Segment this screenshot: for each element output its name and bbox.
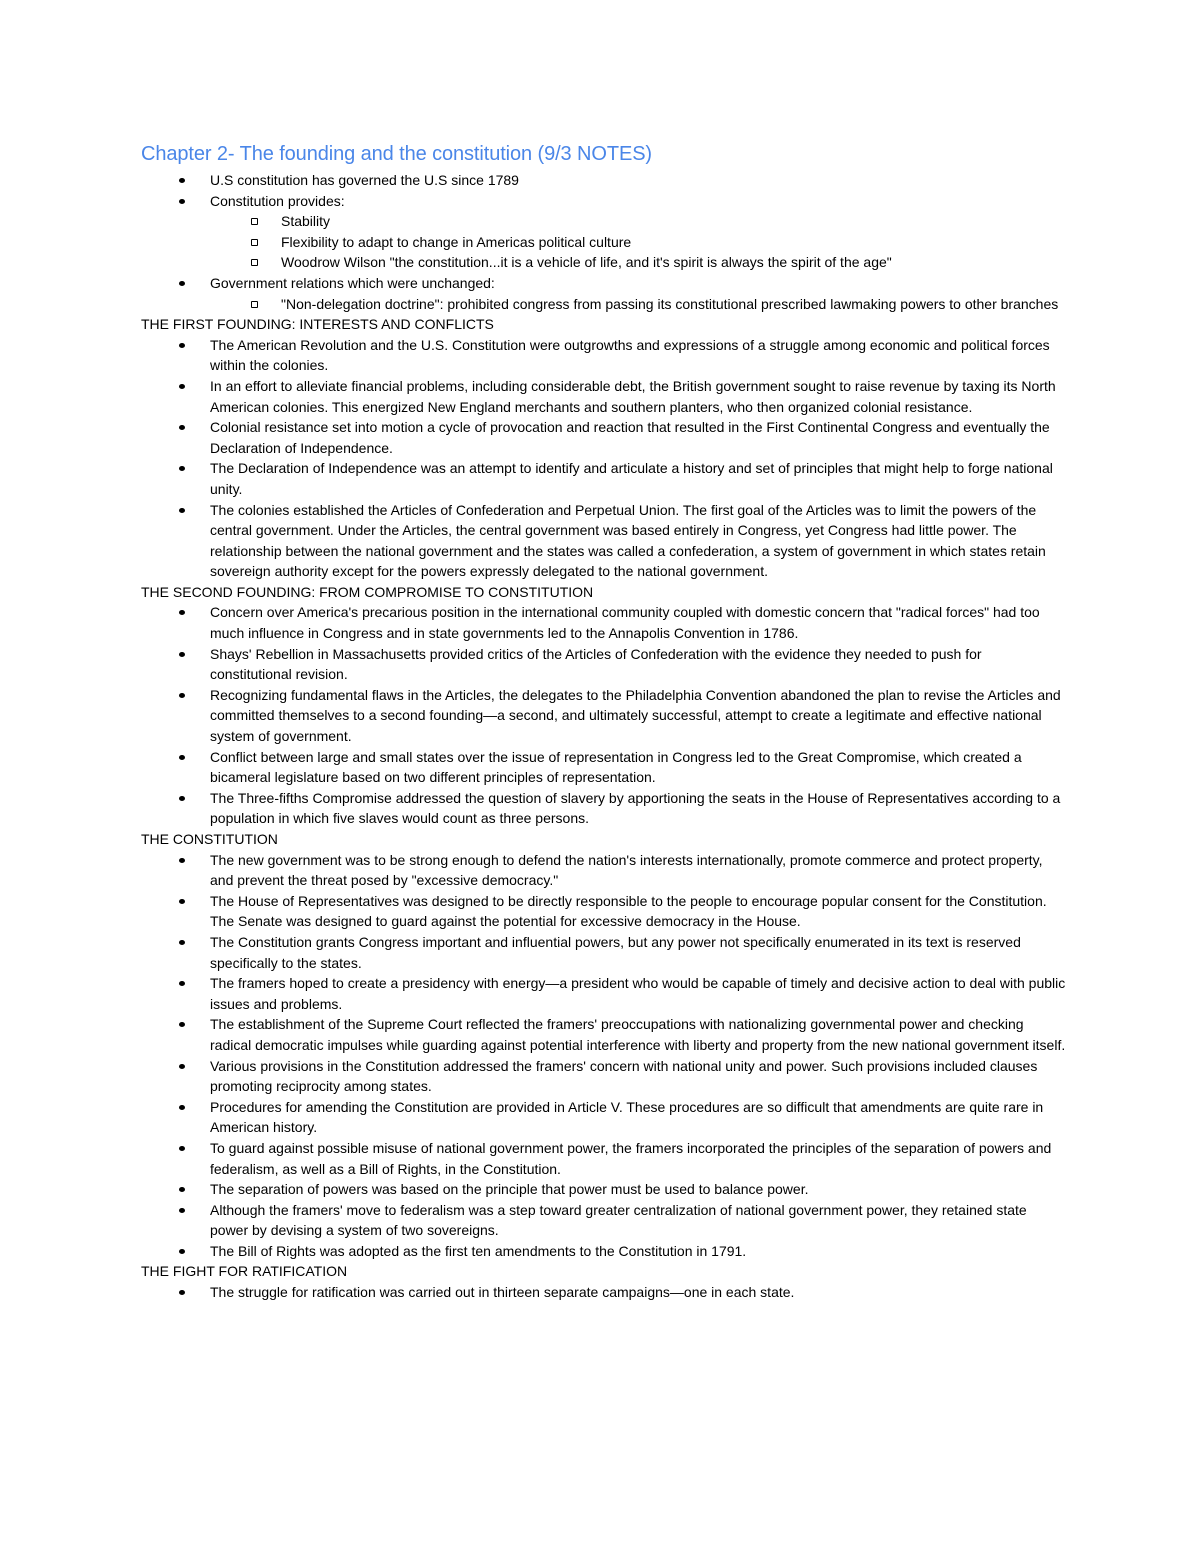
list-item-text: The separation of powers was based on the principle that power must be used to balance power. — [210, 1181, 809, 1198]
list-item — [141, 1282, 1066, 1303]
list-item-text: Various provisions in the Constitution addressed the framers' concern with national unity and power. Such provisions included clauses promoting reciprocity among states. — [210, 1057, 1038, 1095]
list-item-text: Shays' Rebellion in Massachusetts provided critics of the Articles of Confederation with the evidence they needed to push for constitutional revision. — [210, 645, 982, 683]
bullet-dot-icon — [179, 343, 185, 348]
list-item-text: Concern over America's precarious position in the international community coupled with domestic concern that "radical forces" had too much influence in Congress and in state governments led to the Annapolis Convention in 1786. — [210, 604, 1040, 642]
list-item-text: The Constitution grants Congress important and influential powers, but any power not specifically enumerated in its text is reserved specifically to the states. — [210, 933, 1021, 971]
bullet-dot-icon — [179, 899, 185, 904]
bullet-dot-icon — [179, 1208, 185, 1213]
bullet-dot-icon — [179, 384, 185, 389]
list-item — [141, 273, 1066, 294]
bullet-dot-icon — [179, 1022, 185, 1027]
bullet-dot-icon — [179, 858, 185, 863]
bullet-dot-icon — [179, 1105, 185, 1110]
list-item — [141, 458, 1066, 499]
bullet-dot-icon — [179, 178, 185, 183]
list-item — [141, 500, 1066, 582]
list-item-text: Constitution provides: — [210, 192, 345, 209]
sub-list-item — [141, 211, 1066, 232]
list-item — [141, 417, 1066, 458]
list-item — [141, 644, 1066, 685]
bullet-dot-icon — [179, 425, 185, 430]
list-item — [141, 932, 1066, 973]
sub-list-item-text: "Non-delegation doctrine": prohibited congress from passing its constitutional prescribed lawmaking powers to other branches — [281, 295, 1059, 312]
list-item — [141, 1200, 1066, 1241]
bullet-dot-icon — [179, 1290, 185, 1295]
list-item-text: The struggle for ratification was carried out in thirteen separate campaigns—one in each state. — [210, 1284, 795, 1301]
list-item — [141, 376, 1066, 417]
list-item-text: Colonial resistance set into motion a cycle of provocation and reaction that resulted in the First Continental Congress and eventually the Declaration of Independence. — [210, 419, 1050, 456]
list-item — [141, 335, 1066, 376]
bullet-dot-icon — [179, 1187, 185, 1192]
bullet-square-icon — [251, 301, 258, 308]
document-page — [141, 141, 1066, 1303]
bullet-dot-icon — [179, 693, 185, 698]
list-item-text: Recognizing fundamental flaws in the Articles, the delegates to the Philadelphia Convention abandoned the plan to revise the Articles and committed themselves to a second founding—a second, and ultimately successful, attempt to create a legitimate and effective national system of government. — [210, 686, 1061, 745]
list-item-text: The establishment of the Supreme Court reflected the framers' preoccupations with nationalizing governmental power and checking radical democratic impulses while guarding against potential interference with liberty and property from the new national government itself. — [210, 1016, 1066, 1053]
list-item — [141, 170, 1066, 191]
bullet-dot-icon — [179, 1064, 185, 1069]
section-heading: THE FIGHT FOR RATIFICATION — [141, 1263, 348, 1280]
section-list — [141, 1282, 1066, 1303]
section-heading: THE FIRST FOUNDING: INTERESTS AND CONFLICTS — [141, 316, 494, 333]
intro-list — [141, 170, 1066, 314]
bullet-dot-icon — [179, 610, 185, 615]
list-item-text: The Bill of Rights was adopted as the first ten amendments to the Constitution in 1791. — [210, 1242, 747, 1259]
bullet-square-icon — [251, 218, 258, 225]
list-item-text: Although the framers' move to federalism was a step toward greater centralization of national government power, they retained state power by devising a system of two sovereigns. — [210, 1201, 1027, 1239]
list-item — [141, 1179, 1066, 1200]
page-title: Chapter 2- The founding and the constitution (9/3 NOTES) — [141, 143, 652, 165]
sub-list-item — [141, 232, 1066, 253]
list-item-text: The Three-fifths Compromise addressed the question of slavery by apportioning the seats in the House of Representatives according to a population in which five slaves would count as three persons. — [210, 789, 1061, 827]
bullet-square-icon — [251, 239, 258, 246]
bullet-dot-icon — [179, 1146, 185, 1151]
list-item — [141, 602, 1066, 643]
list-item — [141, 1138, 1066, 1179]
list-item-text: Conflict between large and small states over the issue of representation in Congress led to the Great Compromise, which created a bicameral legislature based on two different principles of representation. — [210, 748, 1022, 786]
list-item-text: The Declaration of Independence was an attempt to identify and articulate a history and set of principles that might help to forge national unity. — [210, 460, 1053, 497]
list-item — [141, 685, 1066, 747]
list-item-text: Procedures for amending the Constitution are provided in Article V. These procedures are so difficult that amendments are quite rare in American history. — [210, 1098, 1044, 1136]
list-item-text: The colonies established the Articles of Confederation and Perpetual Union. The first goal of the Articles was to limit the powers of the central government. Under the Articles, the central government was based entirely in Congress, yet Congress had little power. The relationship between the national government and the states was called a confederation, a system of government in which states retain sovereign authority except for the powers expressly delegated to the national government. — [210, 501, 1046, 580]
list-item — [141, 891, 1066, 932]
section-list — [141, 850, 1066, 1262]
list-item-text: The new government was to be strong enough to defend the nation's interests internationally, promote commerce and protect property, and prevent the threat posed by "excessive democracy." — [210, 851, 1043, 889]
list-item-text: The framers hoped to create a presidency with energy—a president who would be capable of timely and decisive action to deal with public issues and problems. — [210, 975, 1066, 1012]
list-item-text: The American Revolution and the U.S. Constitution were outgrowths and expressions of a struggle among economic and political forces within the colonies. — [210, 336, 1050, 374]
sub-list-item — [141, 252, 1066, 273]
section-heading: THE CONSTITUTION — [141, 831, 278, 847]
bullet-dot-icon — [179, 466, 185, 471]
list-item — [141, 1097, 1066, 1138]
list-item — [141, 788, 1066, 829]
list-item — [141, 191, 1066, 212]
sub-list-item-text: Stability — [281, 213, 331, 230]
bullet-dot-icon — [179, 940, 185, 945]
bullet-dot-icon — [179, 796, 185, 801]
bullet-dot-icon — [179, 652, 185, 657]
bullet-dot-icon — [179, 1249, 185, 1254]
bullet-dot-icon — [179, 755, 185, 760]
sub-list-item — [141, 294, 1066, 315]
list-item — [141, 747, 1066, 788]
list-item-text: In an effort to alleviate financial problems, including considerable debt, the British government sought to raise revenue by taxing its North American colonies. This energized New England merchants and southern planters, who then organized colonial resistance. — [210, 377, 1056, 415]
bullet-dot-icon — [179, 981, 185, 986]
list-item-text: Government relations which were unchanged: — [210, 274, 495, 291]
sub-list-item-text: Flexibility to adapt to change in Americas political culture — [281, 233, 632, 250]
sub-list-item-text: Woodrow Wilson "the constitution...it is a vehicle of life, and it's spirit is always the spirit of the age" — [281, 254, 892, 271]
list-item-text: To guard against possible misuse of national government power, the framers incorporated the principles of the separation of powers and federalism, as well as a Bill of Rights, in the Constitution. — [210, 1139, 1052, 1177]
list-item — [141, 1241, 1066, 1262]
section-list — [141, 335, 1066, 582]
section-heading: THE SECOND FOUNDING: FROM COMPROMISE TO CONSTITUTION — [141, 583, 594, 600]
bullet-dot-icon — [179, 508, 185, 513]
bullet-dot-icon — [179, 281, 185, 286]
list-item-text: U.S constitution has governed the U.S since 1789 — [210, 172, 519, 188]
list-item — [141, 850, 1066, 891]
list-item-text: The House of Representatives was designed to be directly responsible to the people to encourage popular consent for the Constitution. The Senate was designed to guard against the potential for excessive democracy in the House. — [210, 892, 1047, 930]
list-item — [141, 1056, 1066, 1097]
bullet-square-icon — [251, 259, 258, 266]
list-item — [141, 973, 1066, 1014]
list-item — [141, 1014, 1066, 1055]
bullet-dot-icon — [179, 199, 185, 204]
section-list — [141, 602, 1066, 829]
